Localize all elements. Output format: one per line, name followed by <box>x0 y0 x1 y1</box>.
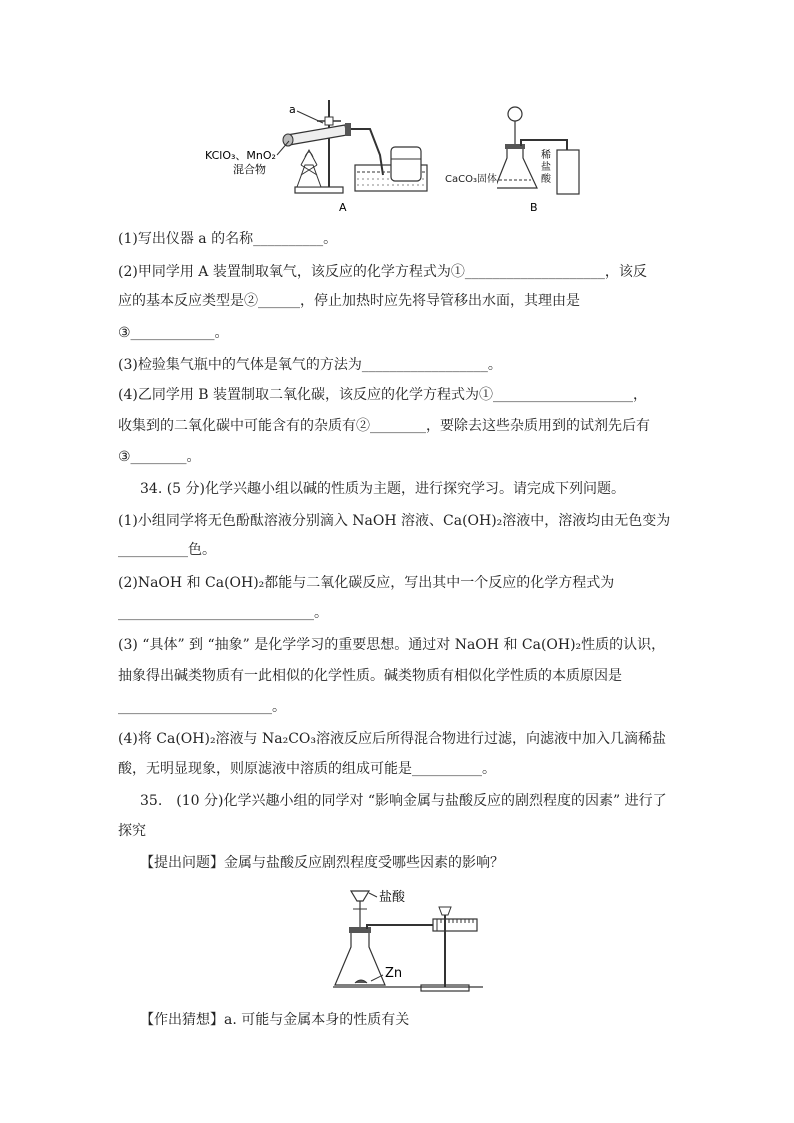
q33-2c: ③____________。 <box>118 325 229 341</box>
acid-label: 盐酸 <box>379 890 406 905</box>
q33-3: (3)检验集气瓶中的气体是氧气的方法为__________________。 <box>118 357 502 373</box>
caption-a: A <box>339 201 347 214</box>
q33-2a: (2)甲同学用 A 装置制取氧气，该反应的化学方程式为①____________________，该反 <box>118 264 647 280</box>
q34-4a: (4)将 Ca(OH)₂溶液与 Na₂CO₃溶液反应后所得混合物进行过滤，向滤液中加入几滴稀盐 <box>118 731 667 747</box>
apparatus-a-figure <box>205 95 445 217</box>
caco3-label: CaCO₃固体 <box>445 174 497 185</box>
q34-1b: __________色。 <box>118 542 216 558</box>
label-a: a <box>289 103 296 116</box>
q34-2b: ____________________________。 <box>118 605 328 621</box>
q33-4a: (4)乙同学用 B 装置制取二氧化碳，该反应的化学方程式为①____________________， <box>118 387 648 403</box>
acid-label-2: 盐 <box>541 162 551 173</box>
q34-3a: (3) “具体” 到 “抽象” 是化学学习的重要思想。通过对 NaOH 和 Ca(OH)₂性质的认识， <box>118 637 666 653</box>
q34-2a: (2)NaOH 和 Ca(OH)₂都能与二氧化碳反应，写出其中一个反应的化学方程式为 <box>118 575 615 591</box>
acid-label-3: 酸 <box>541 174 551 185</box>
q34-1a: (1)小组同学将无色酚酞溶液分别滴入 NaOH 溶液、Ca(OH)₂溶液中，溶液均由无色变为 <box>118 513 671 529</box>
q34-3b: 抽象得出碱类物质有一此相似的化学性质。碱类物质有相似化学性质的本质原因是 <box>118 668 622 684</box>
chem-label-line2: 混合物 <box>233 163 266 176</box>
q33-1: (1)写出仪器 a 的名称__________。 <box>118 231 338 247</box>
q34-4b: 酸，无明显现象，则原滤液中溶质的组成可能是__________。 <box>118 761 496 777</box>
zn-label: Zn <box>385 966 403 981</box>
q35-guess: 【作出猜想】a. 可能与金属本身的性质有关 <box>140 1012 410 1028</box>
q35-head-a: 35. (10 分)化学兴趣小组的同学对 “影响金属与盐酸反应的剧烈程度的因素” 进行了 <box>140 793 667 809</box>
chem-label-line1: KClO₃、MnO₂ <box>205 149 276 162</box>
acid-label-1: 稀 <box>541 150 551 161</box>
caption-b: B <box>530 201 538 214</box>
apparatus-zn-figure <box>333 887 483 995</box>
q33-4c: ③________。 <box>118 449 201 465</box>
q35-question: 【提出问题】金属与盐酸反应剧烈程度受哪些因素的影响？ <box>140 855 504 871</box>
q34-3c: ______________________。 <box>118 699 286 715</box>
q35-head-b: 探究 <box>118 823 146 839</box>
q33-4b: 收集到的二氧化碳中可能含有的杂质有②________，要除去这些杂质用到的试剂先后有 <box>118 418 650 434</box>
q33-2b: 应的基本反应类型是②______，停止加热时应先将导管移出水面，其理由是 <box>118 293 580 309</box>
apparatus-b-figure <box>497 100 607 217</box>
q34-head: 34. (5 分)化学兴趣小组以碱的性质为主题，进行探究学习。请完成下列问题。 <box>140 481 625 497</box>
